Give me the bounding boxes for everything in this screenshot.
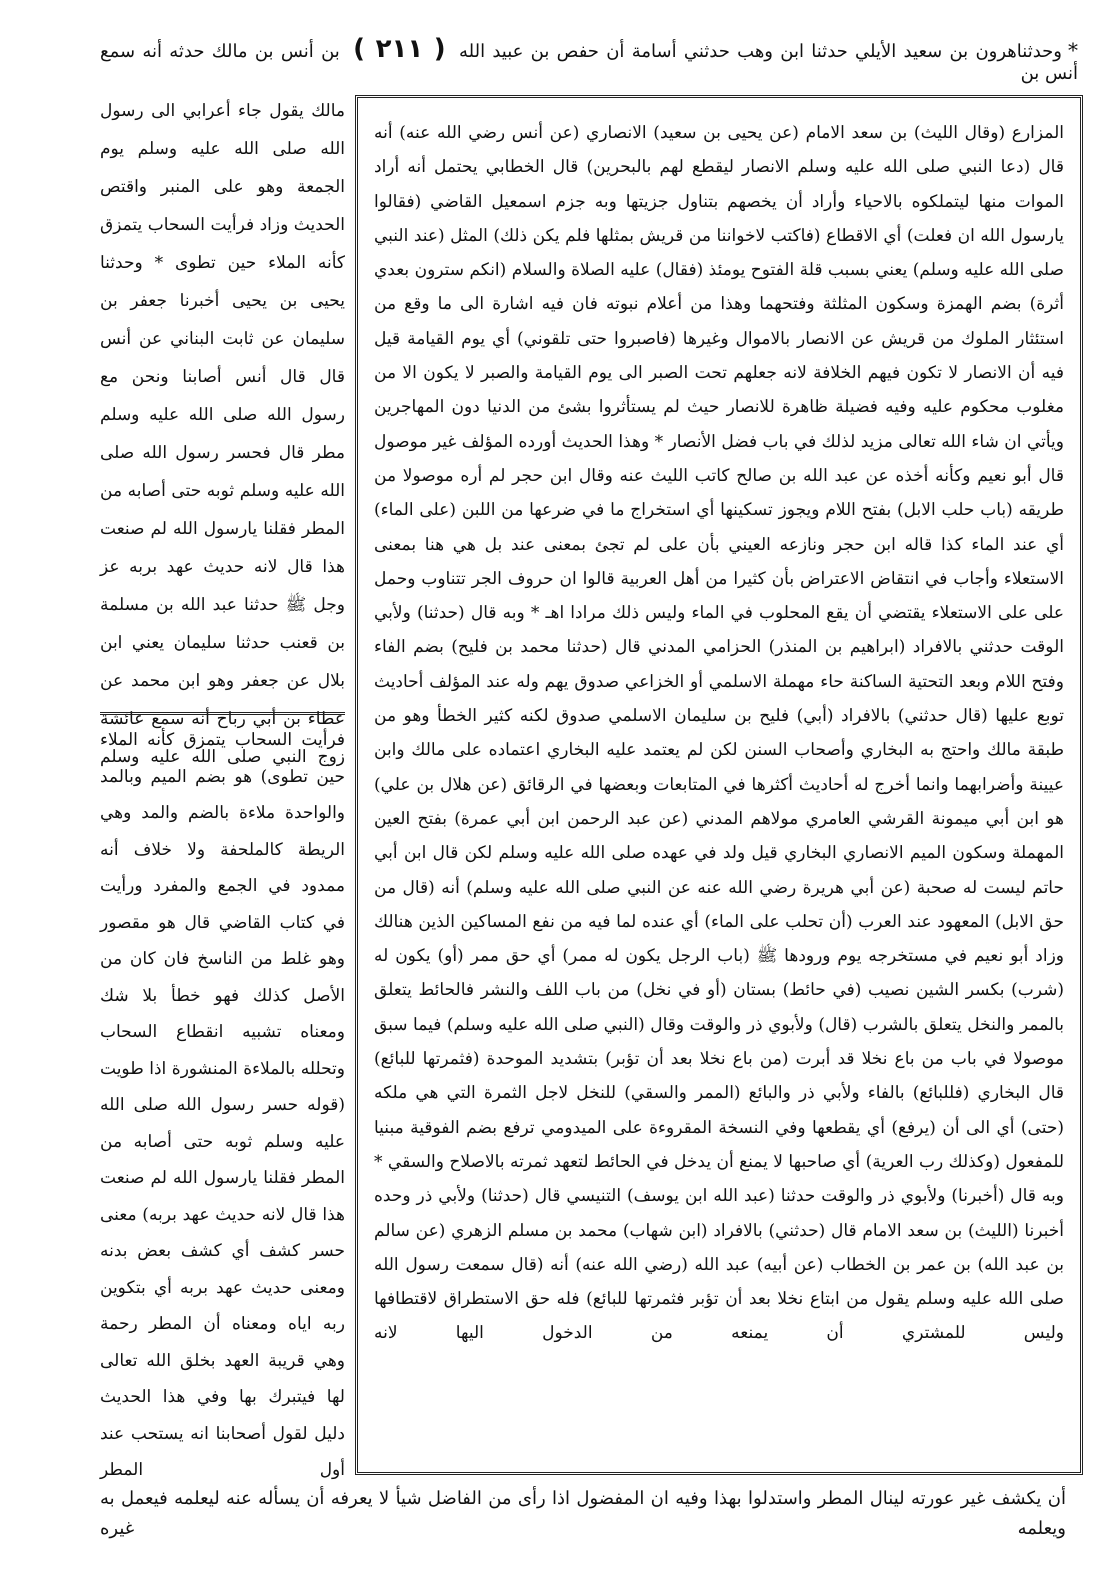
- nawawi-commentary-text: فرأيت السحاب يتمزق كأنه الملاء حين تطوى) هو بضم الميم وبالمد والواحدة ملاءة بالضم والمد وهي الريطة كالملحفة ولا خلاف أنه ممدود في الجمع والمفرد ورأيت في كتاب القاضي قال هو مقصور وهو غلط من الناسخ فان كان من الأصل كذلك فهو خطأ بلا شك ومعناه تشبيه انقطاع السحاب وتحلله بالملاءة المنشورة اذا طويت (قوله حسر رسول الله صلى الله عليه وسلم ثوبه حتى أصابه من المطر فقلنا يارسول الله لم صنعت هذا قال لانه حديث عهد بربه) معنى حسر كشف أي كشف بعض بدنه ومعنى حديث عهد بربه أي بتكوين ربه اياه ومعناه أن المطر رحمة وهي قريبة العهد بخلق الله تعالى لها فيتبرك بها وفي هذا الحديث دليل لقول أصحابنا انه يستحب عند أول المطر: [100, 730, 345, 1480]
- page-footer-line: أن يكشف غير عورته لينال المطر واستدلوا بهذا وفيه ان المفضول اذا رأى من الفاضل شيأ لا يعرفه أن يسأله عنه ليعلمه فيعمل به ويعلمه غيره: [100, 1488, 1066, 1539]
- page-header: [100, 34, 1078, 88]
- header-text-before: وحدثناهرون بن سعيد الأيلي حدثنا ابن وهب حدثني أسامة أن حفص بن عبيد الله: [458, 41, 1062, 62]
- nawawi-commentary-column: [100, 722, 345, 1482]
- hadith-column: [100, 92, 345, 767]
- commentary-text: المزارع (وقال الليث) بن سعد الامام (عن يحيى بن سعيد) الانصاري (عن أنس رضي الله عنه) أنه قال (دعا النبي صلى الله عليه وسلم الانصار ليقطع لهم بالبحرين) قال الخطابي يحتمل أنه أراد الموات منها ليتملكوه بالاحياء وأراد أن يخصهم بتناول جزيتها وبه جزم اسمعيل القاضي (فقالوا يارسول الله ان فعلت) أي الاقطاع (فاكتب لاخواننا من قريش بمثلها فلم يكن ذلك) المثل (عند النبي صلى الله عليه وسلم) يعني بسبب قلة الفتوح يومئذ (فقال) عليه الصلاة والسلام (انكم سترون بعدي أثرة) بضم الهمزة وسكون المثلثة وفتحهما وهذا من أعلام نبوته فان فيه اشارة الى ما وقع من استئثار الملوك من قريش عن الانصار بالاموال وغيرها (فاصبروا حتى تلقوني) أي يوم القيامة قيل فيه أن الانصار لا تكون فيهم الخلافة لانه جعلهم تحت الصبر الى يوم القيامة والصبر لا يكون الا من مغلوب محكوم عليه وفيه فضيلة ظاهرة للانصار حيث لم يستأثروا بشئ من الدنيا دون المهاجرين ويأتي ان شاء الله تعالى مزيد لذلك في باب فضل الأنصار * وهذا الحديث أورده المؤلف غير موصول قال أبو نعيم وكأنه أخذه عن عبد الله بن صالح كاتب الليث عنه وقال ابن حجر لم أره موصولا من طريقه (باب حلب الابل) بفتح اللام ويجوز تسكينها أي استخراج ما في ضرعها من اللبن (على الماء) أي عند الماء كذا قاله ابن حجر ونازعه العيني بأن على لم تجئ بمعنى عند بل هي هنا بمعنى الاستعلاء وأجاب في انتقاض الاعتراض بأن كثيرا من أهل العربية قالوا ان حروف الجر تتناوب وحمل على على الاستعلاء يقتضي أن يقع المحلوب في الماء وليس ذلك مرادا اهـ * وبه قال (حدثنا) ولأبي الوقت حدثني بالافراد (ابراهيم بن المنذر) الحزامي المدني قال (حدثنا محمد بن فليح) بضم الفاء وفتح اللام وبعد التحتية الساكنة حاء مهملة الاسلمي أو الخزاعي صدوق يهم وله عند المؤلف أحاديث توبع عليها (قال حدثني) بالافراد (أبي) فليح بن سليمان الاسلمي صدوق لكنه كثير الخطأ وهو من طبقة مالك واحتج به البخاري وأصحاب السنن لكن لم يعتمد عليه البخاري اعتماده على مالك وابن عيينة وأضرابهما وانما أخرج له أحاديث أكثرها في المتابعات وبعضها في الرقائق (عن هلال بن علي) هو ابن أبي ميمونة القرشي العامري مولاهم المدني (عن عبد الرحمن ابن أبي عمرة) بفتح العين المهملة وسكون الميم الانصاري البخاري قيل ولد في عهده صلى الله عليه وسلم لكن قال ابن أبي حاتم ليست له صحبة (عن أبي هريرة رضي الله عنه عن النبي صلى الله عليه وسلم) أنه (قال من حق الابل) المعهود عند العرب (أن تحلب على الماء) أي عنده لما فيه من نفع المساكين الذين هنالك وزاد أبو نعيم في مستخرجه يوم ورودها ﷺ (باب الرجل يكون له ممر) أي حق ممر (أو) يكون له (شرب) بكسر الشين نصيب (في حائط) بستان (أو في نخل) من باب اللف والنشر فالحائط يتعلق بالممر والنخل يتعلق بالشرب (قال) ولأبوي ذر والوقت وقال (النبي صلى الله عليه وسلم) فيما سبق موصولا في باب من باع نخلا قد أبرت (من باع نخلا بعد أن تؤبر) بتشديد الموحدة (فثمرتها للبائع) قال البخاري (فللبائع) بالفاء ولأبي ذر والبائع (الممر والسقي) للنخل لاجل الثمرة التي هي ملكه (حتى) أي الى أن (يرفع) أي يقطعها وفي النسخة المقروءة على الميدومي ترفع بضم الفوقية مبنيا للمفعول (وكذلك رب العرية) أي صاحبها لا يمنع أن يدخل في الحائط لتعهد ثمرته بالاصلاح والسقي * وبه قال (أخبرنا) ولأبوي ذر والوقت حدثنا (عبد الله ابن يوسف) التنيسي قال (حدثنا) ولأبي ذر وحده أخبرنا (الليث) بن سعد الامام قال (حدثني) بالافراد (ابن شهاب) محمد بن مسلم الزهري (عن سالم بن عبد الله) بن عمر بن الخطاب (عن أبيه) عبد الله (رضي الله عنه) أنه (قال سمعت رسول الله صلى الله عليه وسلم يقول من ابتاع نخلا بعد أن تؤبر فثمرتها للبائع) فله حق الاستطراق لاقتطافها وليس للمشتري أن يمنعه من الدخول اليها لانه: [374, 123, 1064, 1344]
- page-number: ( ٢١١ ): [353, 34, 446, 64]
- star-mark: *: [1068, 38, 1078, 62]
- hadith-text: مالك يقول جاء أعرابي الى رسول الله صلى الله عليه وسلم يوم الجمعة وهو على المنبر واقتص الحديث وزاد فرأيت السحاب يتمزق كأنه الملاء حين تطوى * وحدثنا يحيى بن يحيى أخبرنا جعفر بن سليمان عن ثابت البناني عن أنس قال قال أنس أصابنا ونحن مع رسول الله صلى الله عليه وسلم مطر قال فحسر رسول الله صلى الله عليه وسلم ثوبه حتى أصابه من المطر فقلنا يارسول الله لم صنعت هذا قال لانه حديث عهد بربه عز وجل ﷺ حدثنا عبد الله بن مسلمة بن قعنب حدثنا سليمان يعني ابن بلال عن جعفر وهو ابن محمد عن عطاء بن أبي رباح أنه سمع عائشة زوج النبي صلى الله عليه وسلم: [100, 101, 345, 767]
- column-divider: [100, 712, 345, 715]
- commentary-box: [355, 95, 1083, 1475]
- header-text-after: بن أنس بن مالك حدثه أنه سمع أنس بن: [100, 41, 1078, 84]
